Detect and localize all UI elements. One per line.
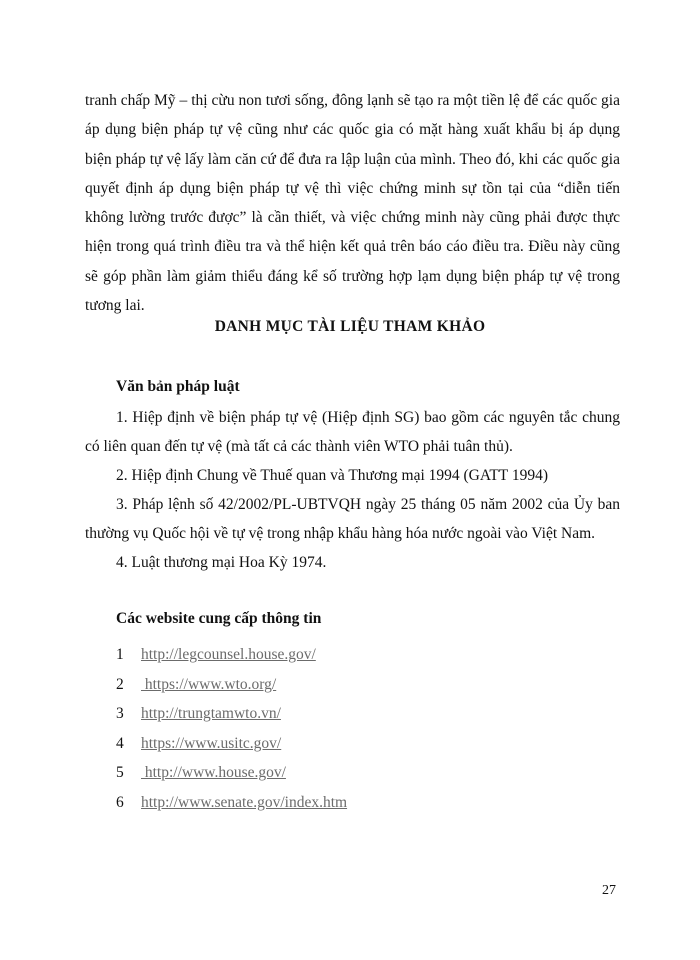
website-item — [116, 729, 347, 759]
website-number: 2 — [116, 675, 124, 693]
legal-doc-item: 2. Hiệp định Chung về Thuế quan và Thương mại 1994 (GATT 1994) — [116, 467, 549, 484]
website-number: 3 — [116, 705, 124, 723]
website-link[interactable]: https://www.usitc.gov/ — [141, 734, 282, 752]
conclusion-paragraph: tranh chấp Mỹ – thị cừu non tươi sống, đông lạnh sẽ tạo ra một tiền lệ để các quốc gia áp dụng biện pháp tự vệ cũng như các quốc gia có mặt hàng xuất khẩu bị áp dụng biện pháp tự vệ lấy làm căn cứ để đưa ra lập luận của mình. Theo đó, khi các quốc gia quyết định áp dụng biện pháp tự vệ thì việc chứng minh sự tồn tại của “diễn tiến không lường trước được” là cần thiết, và việc chứng minh này cũng phải được thực hiện trong quá trình điều tra và thể hiện kết quả trên báo cáo điều tra. Điều này cũng sẽ góp phần làm giảm thiểu đáng kể số trường hợp lạm dụng biện pháp tự vệ trong tương lai. — [85, 92, 620, 315]
legal-docs-list — [85, 403, 620, 577]
websites-title: Các website cung cấp thông tin — [116, 610, 322, 627]
website-item — [116, 640, 347, 670]
legal-doc-item: 3. Pháp lệnh số 42/2002/PL-UBTVQH ngày 25 tháng 05 năm 2002 của Ủy ban thường vụ Quốc hội về tự vệ trong nhập khẩu hàng hóa nước ngoài vào Việt Nam. — [85, 496, 620, 542]
website-item — [116, 758, 347, 788]
website-link[interactable]: http://legcounsel.house.gov/ — [141, 646, 316, 663]
legal-doc-item: 4. Luật thương mại Hoa Kỳ 1974. — [116, 554, 327, 571]
website-item — [116, 788, 347, 818]
website-link[interactable]: http://www.senate.gov/index.htm — [141, 793, 348, 811]
website-item — [116, 699, 347, 729]
page-number: 27 — [602, 883, 616, 898]
websites-list — [116, 640, 347, 818]
legal-doc-item: 1. Hiệp định về biện pháp tự vệ (Hiệp định SG) bao gồm các nguyên tắc chung có liên quan đến tự vệ (mà tất cả các thành viên WTO phải tuân thủ). — [85, 409, 620, 455]
website-link[interactable]: https://www.wto.org/ — [141, 675, 277, 693]
website-link[interactable]: http://trungtamwto.vn/ — [141, 705, 281, 723]
website-item — [116, 670, 347, 700]
website-number: 5 — [116, 764, 124, 782]
website-number: 4 — [116, 734, 124, 752]
references-heading: DANH MỤC TÀI LIỆU THAM KHẢO — [214, 318, 486, 335]
legal-docs-title: Văn bản pháp luật — [116, 378, 240, 395]
website-number: 1 — [116, 646, 124, 663]
website-number: 6 — [116, 793, 124, 811]
website-link[interactable]: http://www.house.gov/ — [141, 764, 286, 782]
